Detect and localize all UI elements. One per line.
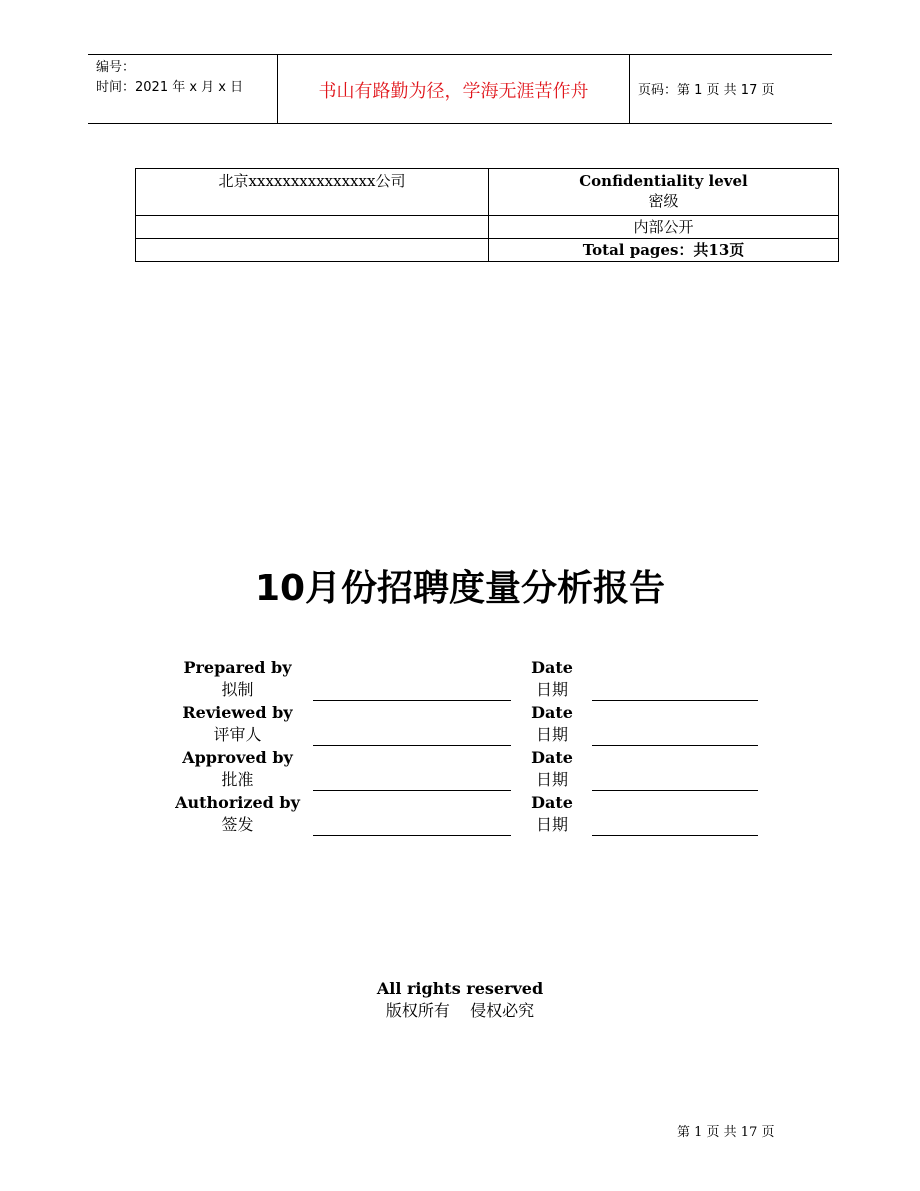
- date-label-cn: 日期: [535, 815, 568, 834]
- date-line: [592, 700, 758, 701]
- signature-line: [313, 700, 511, 701]
- page-footer: 第 1 页 共 17 页: [677, 1125, 775, 1140]
- signature-row: [170, 702, 770, 747]
- signature-line: [313, 745, 511, 746]
- date-label-cn: 日期: [535, 770, 568, 789]
- role-label-en: Prepared by: [183, 658, 292, 677]
- confidentiality-label-en: Confidentiality level: [579, 172, 748, 190]
- info-table: [135, 168, 839, 262]
- role-label-cn: 拟制: [221, 680, 254, 699]
- empty-cell: [136, 239, 489, 262]
- time-label: 时间：2021 年 x 月 x 日: [96, 80, 244, 95]
- date-line: [592, 745, 758, 746]
- header-divider: [629, 55, 630, 123]
- date-line: [592, 835, 758, 836]
- header-motto: 书山有路勤为径，学海无涯苦作舟: [318, 81, 589, 102]
- empty-cell: [136, 216, 489, 239]
- rights-notice: [0, 978, 920, 1022]
- header-page-info: 页码：第 1 页 共 17 页: [638, 83, 775, 98]
- signature-row: [170, 747, 770, 792]
- date-label-cn: 日期: [535, 680, 568, 699]
- header-meta: [96, 58, 243, 98]
- document-title: 10月份招聘度量分析报告: [254, 568, 666, 609]
- confidentiality-cell: [489, 169, 839, 216]
- page-header: [88, 54, 832, 124]
- rights-en: All rights reserved: [376, 979, 544, 998]
- signature-line: [313, 790, 511, 791]
- date-line: [592, 790, 758, 791]
- role-label-en: Approved by: [182, 748, 293, 767]
- rights-cn: 版权所有 侵权必究: [385, 1001, 535, 1020]
- date-label-en: Date: [531, 703, 573, 722]
- signature-row: [170, 792, 770, 837]
- date-label-cn: 日期: [535, 725, 568, 744]
- role-label-en: Authorized by: [175, 793, 300, 812]
- signature-row: [170, 657, 770, 702]
- role-label-cn: 评审人: [213, 725, 262, 744]
- role-label-cn: 签发: [221, 815, 254, 834]
- role-label-en: Reviewed by: [182, 703, 293, 722]
- date-label-en: Date: [531, 748, 573, 767]
- signature-block: [170, 657, 770, 837]
- signature-line: [313, 835, 511, 836]
- number-label: 编号：: [96, 60, 136, 75]
- date-label-en: Date: [531, 793, 573, 812]
- company-cell: 北京xxxxxxxxxxxxxxx公司: [136, 169, 489, 216]
- role-label-cn: 批准: [221, 770, 254, 789]
- date-label-en: Date: [531, 658, 573, 677]
- confidentiality-value: 内部公开: [489, 216, 839, 239]
- total-pages: Total pages：共13页: [489, 239, 839, 262]
- confidentiality-label-cn: 密级: [648, 192, 679, 210]
